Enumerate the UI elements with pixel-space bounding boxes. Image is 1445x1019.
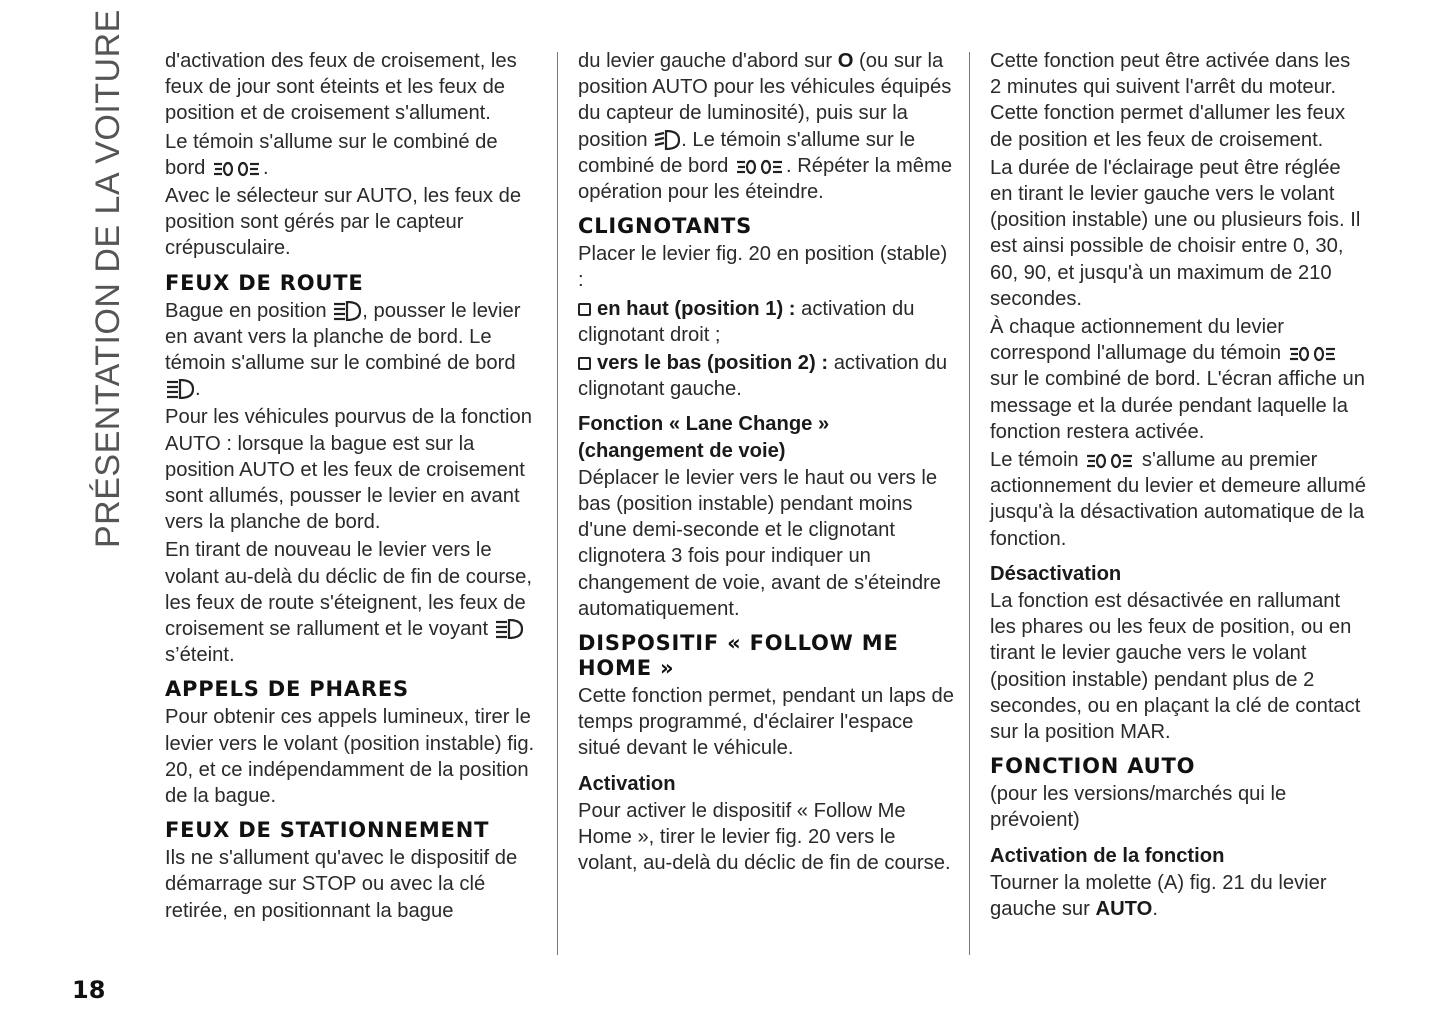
section-heading: FEUX DE STATIONNEMENT — [165, 818, 490, 843]
subsection-heading: Désactivation — [990, 562, 1122, 585]
paragraph-text: , pousser le levier en avant vers la planche de bord. Le témoin s'allume sur le combiné de bord — [165, 299, 521, 375]
list-item-text: activation du clignotant gauche. — [578, 352, 948, 401]
paragraph: Pour obtenir ces appels lumineux, tirer le levier vers le volant (position instable) fig. 20, et ce indépendamment de la position de la bague. — [165, 706, 535, 808]
text-column-1 — [165, 48, 541, 926]
paragraph — [578, 48, 954, 205]
paragraph: Pour les véhicules pourvus de la fonction AUTO : lorsque la bague est sur la position AUTO et les feux de croisement sont allumés, pousser le levier en avant vers la planche de bord. — [165, 406, 532, 534]
page-number: 18 — [72, 976, 106, 1004]
paragraph — [165, 298, 541, 403]
paragraph-text: Tourner la molette (A) fig. 21 du levier gauche sur — [990, 871, 1327, 921]
paragraph: Déplacer le levier vers le haut ou vers le bas (position instable) pendant moins d'une demi-seconde et le clignotant clignotera 3 fois pour indiquer un changement de voie, avant de s'éteindre automatiquement. — [578, 466, 941, 620]
paragraph: Avec le sélecteur sur AUTO, les feux de position sont gérés par le capteur crépusculaire. — [165, 185, 522, 260]
subsection-heading: Activation — [578, 772, 676, 795]
paragraph-text: Bague en position — [165, 299, 327, 322]
low-beam-headlight-icon — [654, 130, 680, 150]
paragraph: La fonction est désactivée en rallumant les phares ou les feux de position, ou en tirant le levier gauche vers le volant (position instable) pendant plus de 2 secondes, ou en plaçant la clé de contact sur la position MAR. — [990, 590, 1361, 744]
paragraph — [990, 447, 1366, 552]
column-divider — [557, 52, 558, 955]
paragraph-text: À chaque actionnement du levier correspond l'allumage du témoin — [990, 316, 1285, 365]
bullet-square-icon — [578, 357, 591, 370]
list-item — [578, 296, 954, 348]
paragraph: Placer le levier fig. 20 en position (stable) : — [578, 243, 948, 292]
paragraph-text: s'allume au premier actionnement du levier et demeure allumé jusqu'à la désactivation automatique de la fonction. — [990, 449, 1366, 550]
text-column-2 — [578, 48, 954, 878]
high-beam-headlight-icon — [166, 379, 194, 399]
paragraph: Pour activer le dispositif « Follow Me Home », tirer le levier fig. 20 vers le volant, au-delà du déclic de fin de course. — [578, 799, 951, 875]
paragraph — [165, 129, 541, 181]
auto-label: AUTO — [1095, 898, 1153, 921]
paragraph: (pour les versions/marchés qui le prévoient) — [990, 783, 1287, 832]
paragraph: d'activation des feux de croisement, les feux de jour sont éteints et les feux de position et de croisement s'allument. — [165, 50, 517, 125]
paragraph-text: . Le témoin s'allume sur le combiné de bord — [578, 128, 916, 177]
paragraph — [990, 314, 1366, 445]
paragraph-text: Le témoin s'allume sur le combiné de bord — [165, 130, 498, 179]
high-beam-headlight-icon — [333, 301, 361, 321]
paragraph-text: . Répéter la même opération pour les éteindre. — [578, 154, 953, 204]
paragraph — [165, 537, 541, 668]
section-heading: APPELS DE PHARES — [165, 677, 409, 702]
text-column-3 — [990, 48, 1366, 924]
paragraph: Cette fonction peut être activée dans les 2 minutes qui suivent l'arrêt du moteur. Cette fonction permet d'allumer les feux de position et les feux de croisement. — [990, 50, 1351, 151]
list-item — [578, 350, 954, 402]
paragraph-text: Le témoin — [990, 449, 1079, 472]
paragraph-text: s’éteint. — [165, 644, 235, 667]
paragraph-text: . — [1152, 898, 1158, 921]
paragraph-text: (ou sur la position AUTO pour les véhicules équipés du capteur de luminosité), puis sur la position — [578, 50, 952, 151]
paragraph-text: du levier gauche d'abord sur — [578, 50, 833, 72]
paragraph — [990, 870, 1366, 922]
section-title: PRÉSENTATION DE LA VOITURE — [89, 9, 127, 548]
paragraph: Cette fonction permet, pendant un laps de temps programmé, d'éclairer l'espace situé devant le véhicule. — [578, 685, 954, 760]
section-heading: FEUX DE ROUTE — [165, 270, 364, 295]
side-lights-icon — [212, 160, 262, 178]
list-item-label: en haut (position 1) : — [597, 297, 796, 320]
high-beam-headlight-icon — [495, 619, 523, 639]
bullet-square-icon — [578, 303, 591, 316]
side-lights-icon — [1085, 452, 1135, 470]
list-item-label: vers le bas (position 2) : — [597, 352, 829, 375]
paragraph-text: sur le combiné de bord. L'écran affiche un message et la durée pendant laquelle la fonction restera activée. — [990, 368, 1365, 443]
paragraph: Ils ne s'allument qu'avec le dispositif de démarrage sur STOP ou avec la clé retirée, en positionnant la bague — [165, 847, 518, 922]
section-heading: DISPOSITIF « FOLLOW ME HOME » — [578, 631, 899, 681]
side-lights-icon — [1288, 345, 1338, 363]
paragraph-text: En tirant de nouveau le levier vers le volant au-delà du déclic de fin de course, les feux de route s'éteignent, les feux de croisement se rallument et le voyant — [165, 539, 532, 641]
section-heading: CLIGNOTANTS — [578, 214, 753, 239]
section-heading: FONCTION AUTO — [990, 754, 1196, 779]
side-lights-icon — [735, 158, 785, 176]
list-item-text: activation du clignotant droit ; — [578, 297, 915, 346]
subsection-heading: Activation de la fonction — [990, 844, 1225, 867]
column-divider — [969, 52, 970, 955]
paragraph: La durée de l'éclairage peut être réglée en tirant le levier gauche vers le volant (position instable) une ou plusieurs fois. Il est ainsi possible de choisir entre 0, 30, 60, 90, et jusqu'à un maximum de 210 secondes. — [990, 156, 1361, 310]
paragraph-text: . — [263, 156, 269, 179]
paragraph-text: . — [195, 378, 201, 401]
subsection-heading: Fonction « Lane Change » (changement de voie) — [578, 413, 830, 462]
position-o-label: O — [837, 50, 854, 72]
